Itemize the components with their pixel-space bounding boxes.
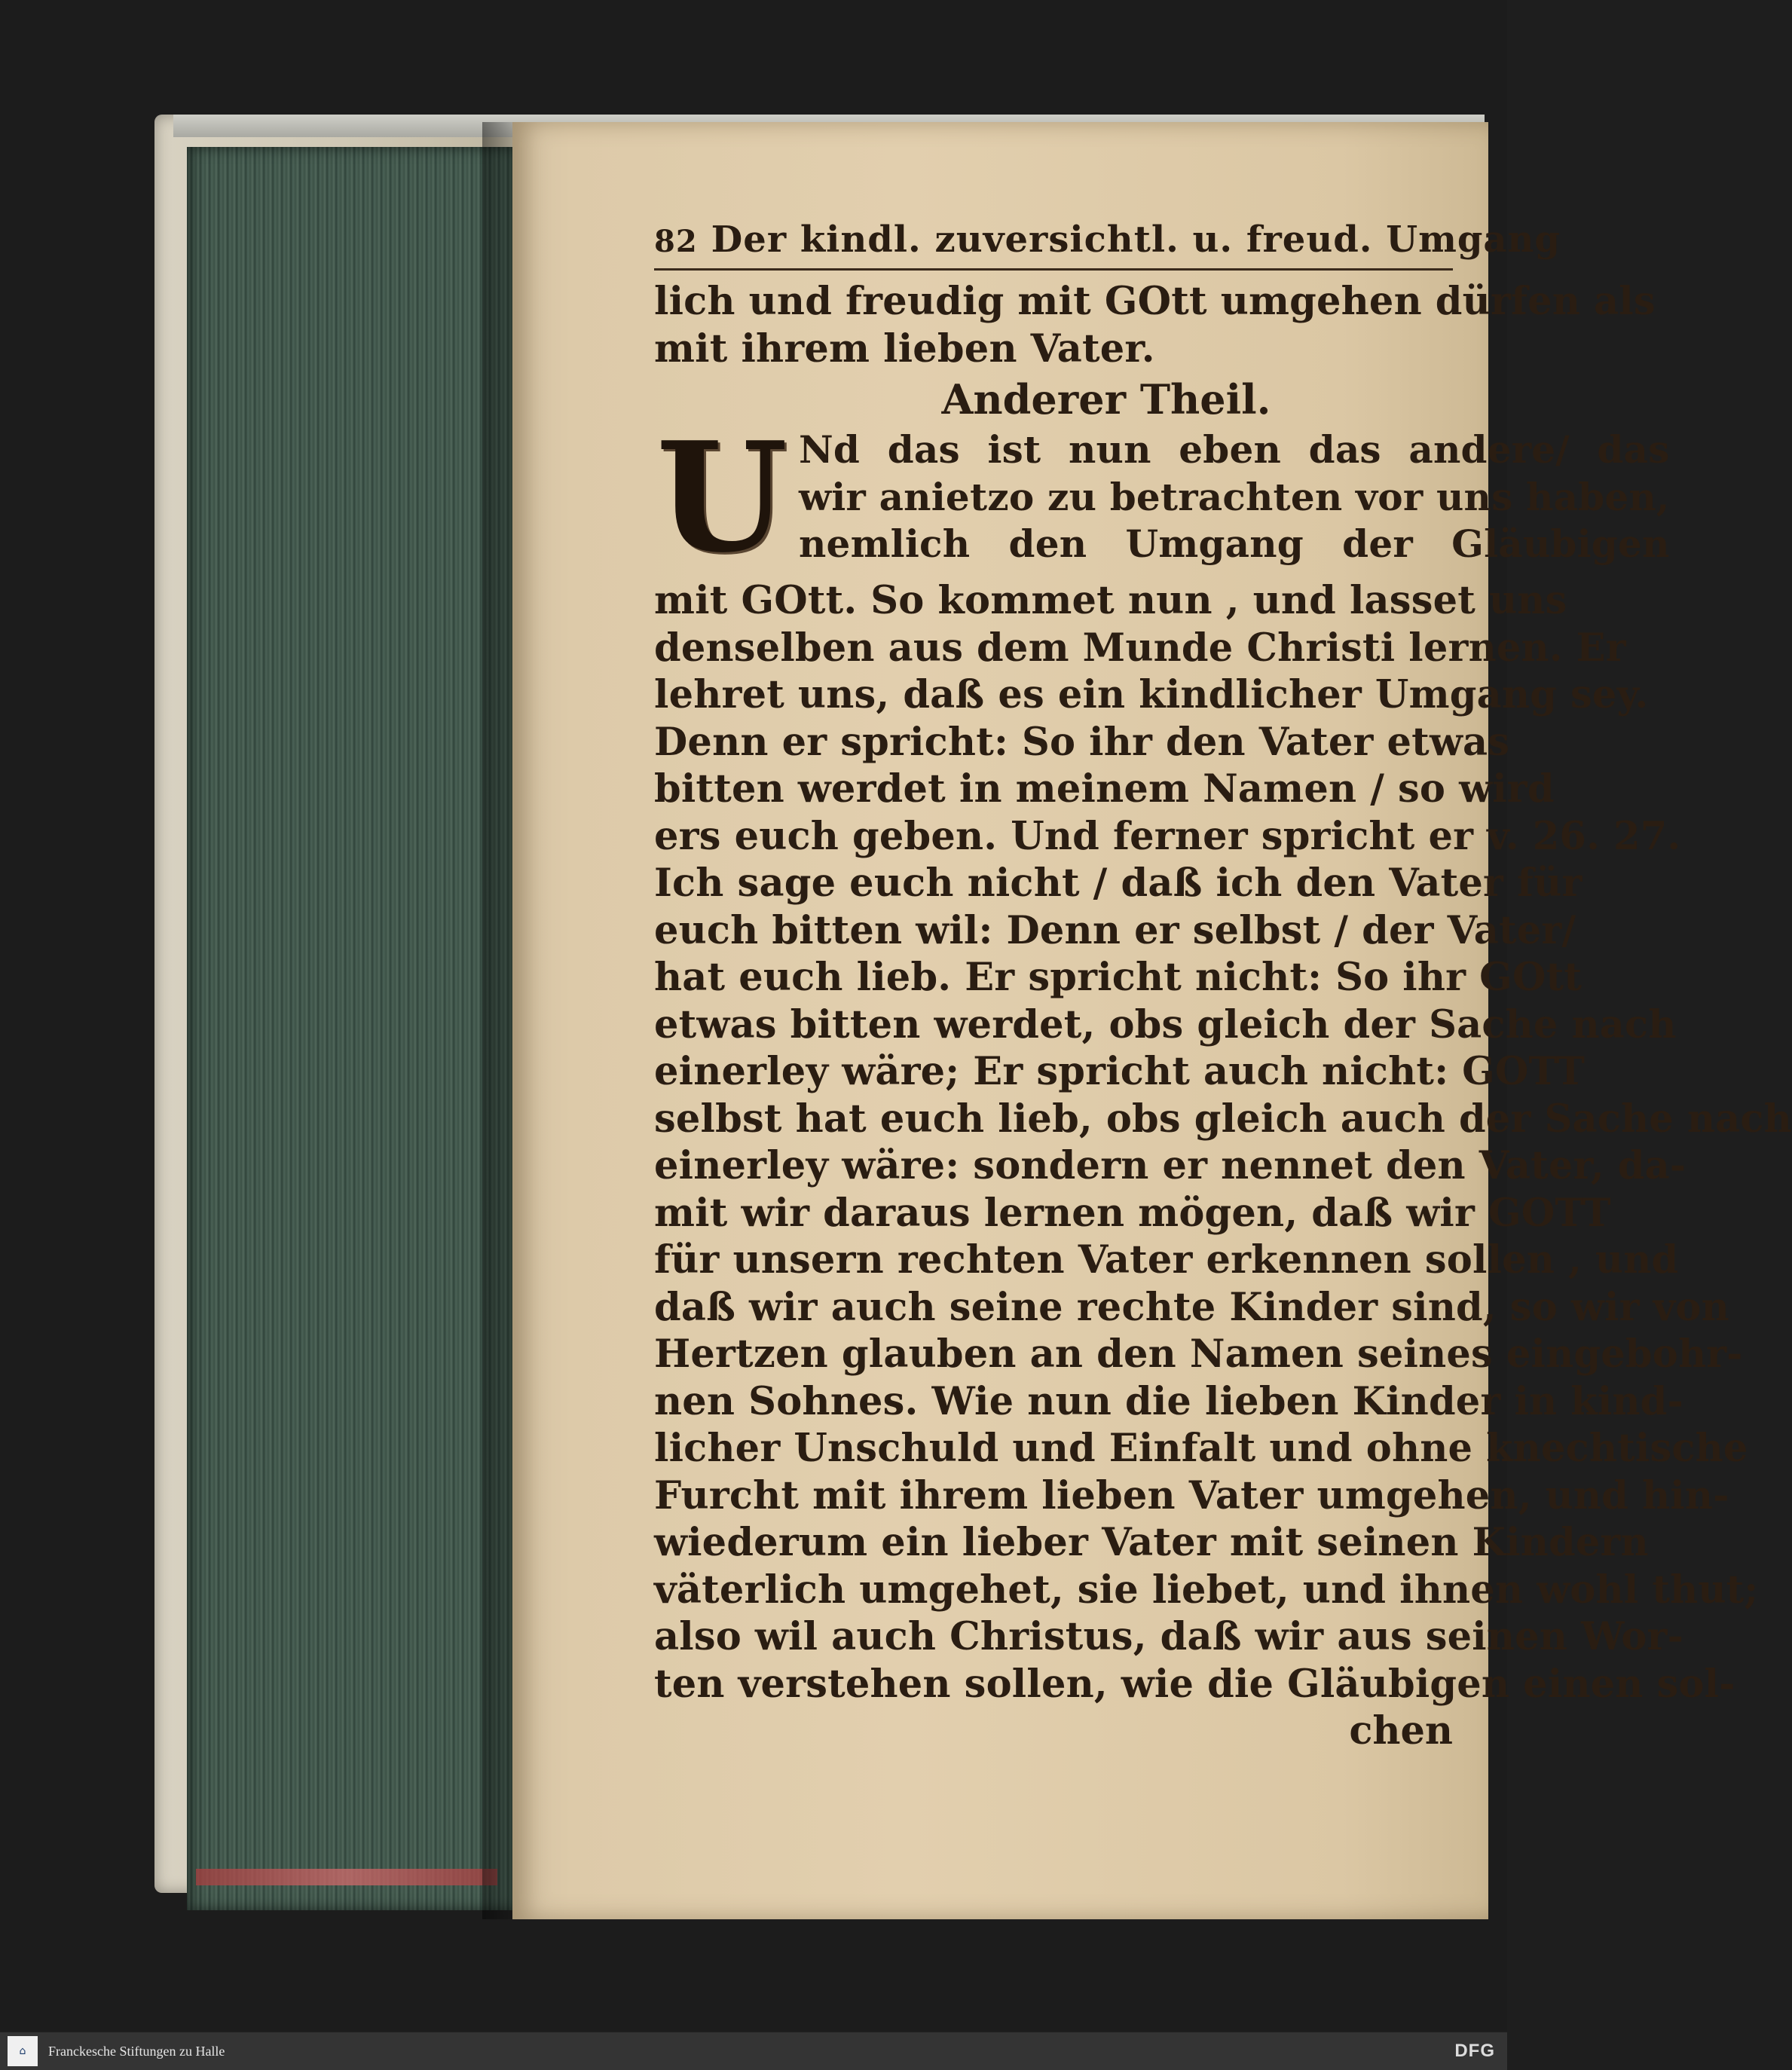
text-line: etwas bitten werdet, obs gleich der Sache nach: [654, 1001, 1677, 1047]
institution-logo-icon: ⌂: [8, 2036, 38, 2066]
text-line: nemlich den Umgang der Gläubigen: [799, 521, 1670, 566]
text-line: einerley wäre: sondern er nennet den Vater, da-: [654, 1143, 1686, 1188]
text-line: für unsern rechten Vater erkennen sollen , und: [654, 1237, 1679, 1283]
text-line: Nd das ist nun eben das andere/ das: [799, 427, 1670, 472]
page-text: [654, 219, 1792, 1754]
text-line: selbst hat euch lieb, obs gleich auch der Sache nach: [654, 1096, 1792, 1142]
viewer-footer: [0, 2032, 1507, 2070]
initial-lines: [799, 427, 1670, 577]
dfg-badge[interactable]: DFG: [1454, 2041, 1495, 2061]
institution-name[interactable]: Franckesche Stiftungen zu Halle: [48, 2043, 225, 2059]
text-line: also wil auch Christus, daß wir aus seinen Wor-: [654, 1614, 1683, 1659]
opening-lines: [654, 278, 1656, 372]
page-number: 82: [654, 224, 698, 259]
text-line: licher Unschuld und Einfalt und ohne knechtische: [654, 1426, 1748, 1471]
red-edge-band: [196, 1869, 497, 1885]
text-line: denselben aus dem Munde Christi lernen. Er: [654, 625, 1626, 671]
text-line: daß wir auch seine rechte Kinder sind, so wir von: [654, 1284, 1729, 1330]
text-line: wiederum ein lieber Vater mit seinen Kindern: [654, 1520, 1649, 1565]
text-line: mit wir daraus lernen mögen, daß wir GOTT: [654, 1190, 1611, 1236]
text-line: väterlich umgehet, sie liebet, und ihnen wohl thut;: [654, 1567, 1759, 1613]
text-line: Denn er spricht: So ihr den Vater etwas: [654, 719, 1510, 765]
text-line: Ich sage euch nicht / daß ich den Vater für: [654, 861, 1583, 906]
section-title: Anderer Theil.: [941, 375, 1271, 423]
text-line: ers euch geben. Und ferner spricht er v. 26. 27.: [654, 813, 1681, 859]
text-line: Furcht mit ihrem lieben Vater umgehen, und hin-: [654, 1472, 1729, 1518]
text-line: lehret uns, daß es ein kindlicher Umgang sey.: [654, 672, 1649, 717]
catchword: chen: [1349, 1708, 1453, 1754]
text-line: wir anietzo zu betrachten vor uns haben,: [799, 474, 1670, 519]
text-line: mit GOtt. So kommet nun , und lasset uns: [654, 578, 1567, 623]
text-line: hat euch lieb. Er spricht nicht: So ihr GOtt: [654, 955, 1583, 1000]
text-line: ten verstehen sollen, wie die Gläubigen einen sol-: [654, 1661, 1735, 1707]
body-text: [654, 577, 1792, 1708]
text-line: mit ihrem lieben Vater.: [654, 326, 1155, 371]
page-block-edges: [187, 147, 518, 1910]
text-line: bitten werdet in meinem Namen / so wird: [654, 766, 1555, 812]
text-line: Hertzen glauben an den Namen seines eingebohr-: [654, 1332, 1743, 1377]
text-line: euch bitten wil: Denn er selbst / der Vater/: [654, 907, 1576, 953]
decorated-initial: U: [656, 409, 788, 586]
text-line: einerley wäre; Er spricht auch nicht: GOTT: [654, 1049, 1586, 1094]
initial-paragraph: [654, 409, 1670, 586]
running-head-title: Der kindl. zuversichtl. u. freud. Umgang: [711, 219, 1561, 261]
text-line: lich und freudig mit GOtt umgehen dürfen als: [654, 279, 1656, 324]
text-line: nen Sohnes. Wie nun die lieben Kinder in kind-: [654, 1378, 1683, 1424]
running-header: [654, 219, 1561, 271]
